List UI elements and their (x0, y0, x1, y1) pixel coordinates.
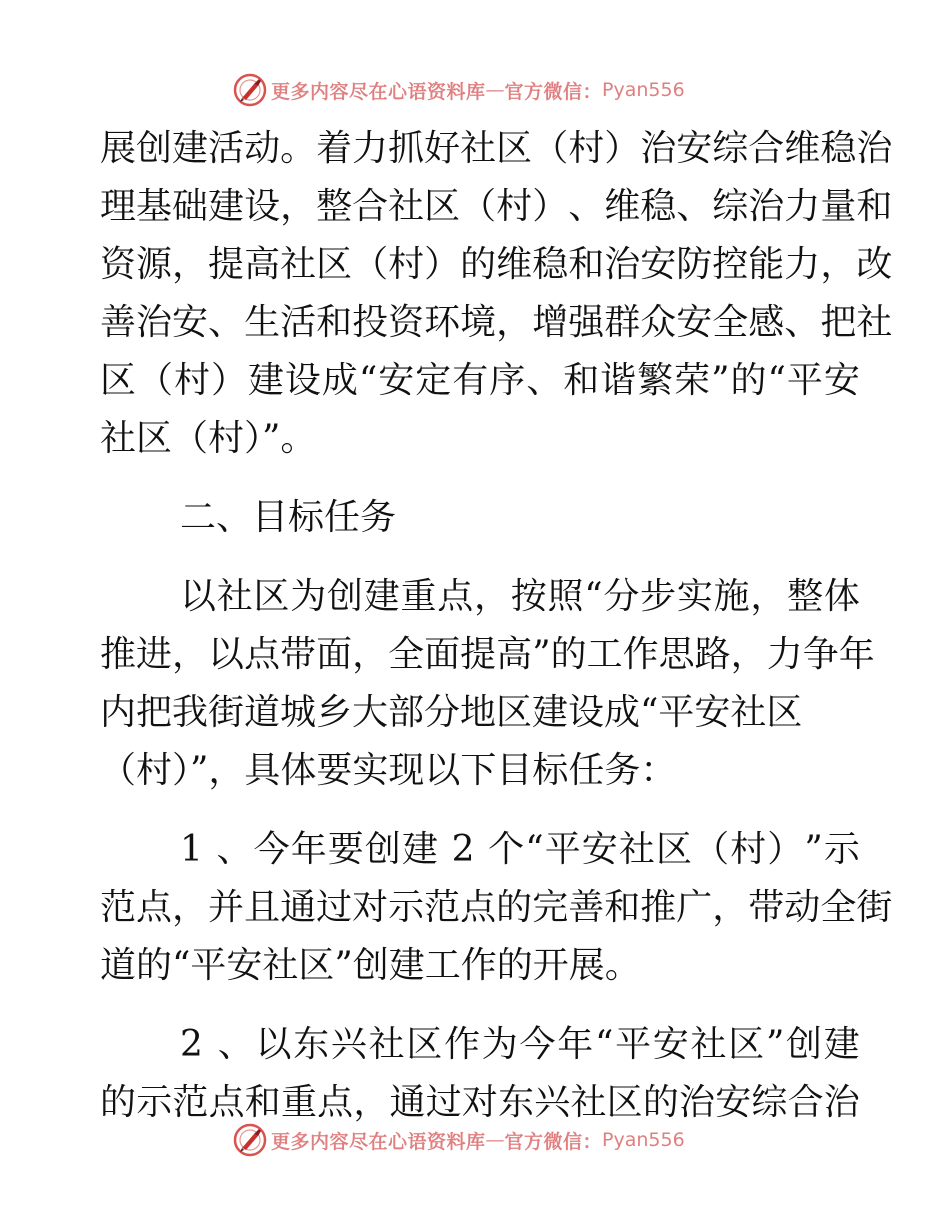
text-line: 区 （ 村 ） 建 设 成 “ 安 定 有 序 、 和 谐 繁 荣 ” 的 “ 平 安 (100, 360, 860, 401)
text-line: 1 、 今 年 要 创 建 2 个 “ 平 安 社 区 （ 村 ） ” 示 (180, 829, 860, 870)
text-line: 善 治 安 、 生 活 和 投 资 环 境 ， 增 强 群 众 安 全 感 、 把 社 (100, 302, 893, 343)
text-line: 的 示 范 点 和 重 点 ， 通 过 对 东 兴 社 区 的 治 安 综 合 治 (100, 1082, 860, 1123)
text-line: 理 基 础 建 设 ， 整 合 社 区 （ 村 ） 、 维 稳 、 综 治 力 量 和 (100, 186, 893, 227)
header-watermark (233, 70, 685, 110)
paragraph-item-1 (100, 821, 893, 995)
text-line: 范 点 ， 并 且 通 过 对 示 范 点 的 完 善 和 推 广 ， 带 动 全 街 (100, 887, 893, 928)
watermark-official-text: 官方微信： (504, 1130, 603, 1153)
watermark-brand-text: 更多内容尽在心语资料库 (271, 1130, 486, 1153)
text-line: 以 社 区 为 创 建 重 点 ， 按 照 “ 分 步 实 施 ， 整 体 (180, 576, 860, 617)
text-line: 内把我街道城乡大部分地区建设成“平安社区 (100, 692, 803, 733)
text-line: 道的“平安社区”创建工作的开展。 (100, 945, 641, 986)
footer-watermark (233, 1120, 685, 1160)
paragraph-intro (100, 120, 893, 468)
heading-line: 二、目标任务 (180, 497, 397, 538)
section-heading (100, 489, 860, 547)
watermark-separator: — (485, 1129, 505, 1151)
text-line: （村）”，具体要实现以下目标任务： (100, 750, 677, 791)
document-body (100, 120, 893, 1132)
watermark-brand-text: 更多内容尽在心语资料库 (271, 80, 486, 103)
paragraph-goals (100, 568, 875, 800)
text-line: 展 创 建 活 动 。 着 力 抓 好 社 区 （ 村 ） 治 安 综 合 维 稳 治 (100, 128, 893, 169)
watermark-wechat-id: Pyan556 (602, 1129, 685, 1151)
pen-logo-icon (233, 73, 267, 107)
text-line: 资 源 ， 提 高 社 区 （ 村 ） 的 维 稳 和 治 安 防 控 能 力 ， 改 (100, 244, 893, 285)
watermark-separator: — (485, 79, 505, 101)
watermark-official-text: 官方微信： (504, 80, 603, 103)
paragraph-item-2 (100, 1016, 860, 1132)
pen-logo-icon (233, 1123, 267, 1157)
watermark-wechat-id: Pyan556 (602, 79, 685, 101)
text-line: 2 、 以 东 兴 社 区 作 为 今 年 “ 平 安 社 区 ” 创 建 (180, 1024, 860, 1065)
text-line: 推 进 ， 以 点 带 面 ， 全 面 提 高 ” 的 工 作 思 路 ， 力 争 年 (100, 634, 875, 675)
text-line: 社区（村）”。 (100, 418, 317, 459)
